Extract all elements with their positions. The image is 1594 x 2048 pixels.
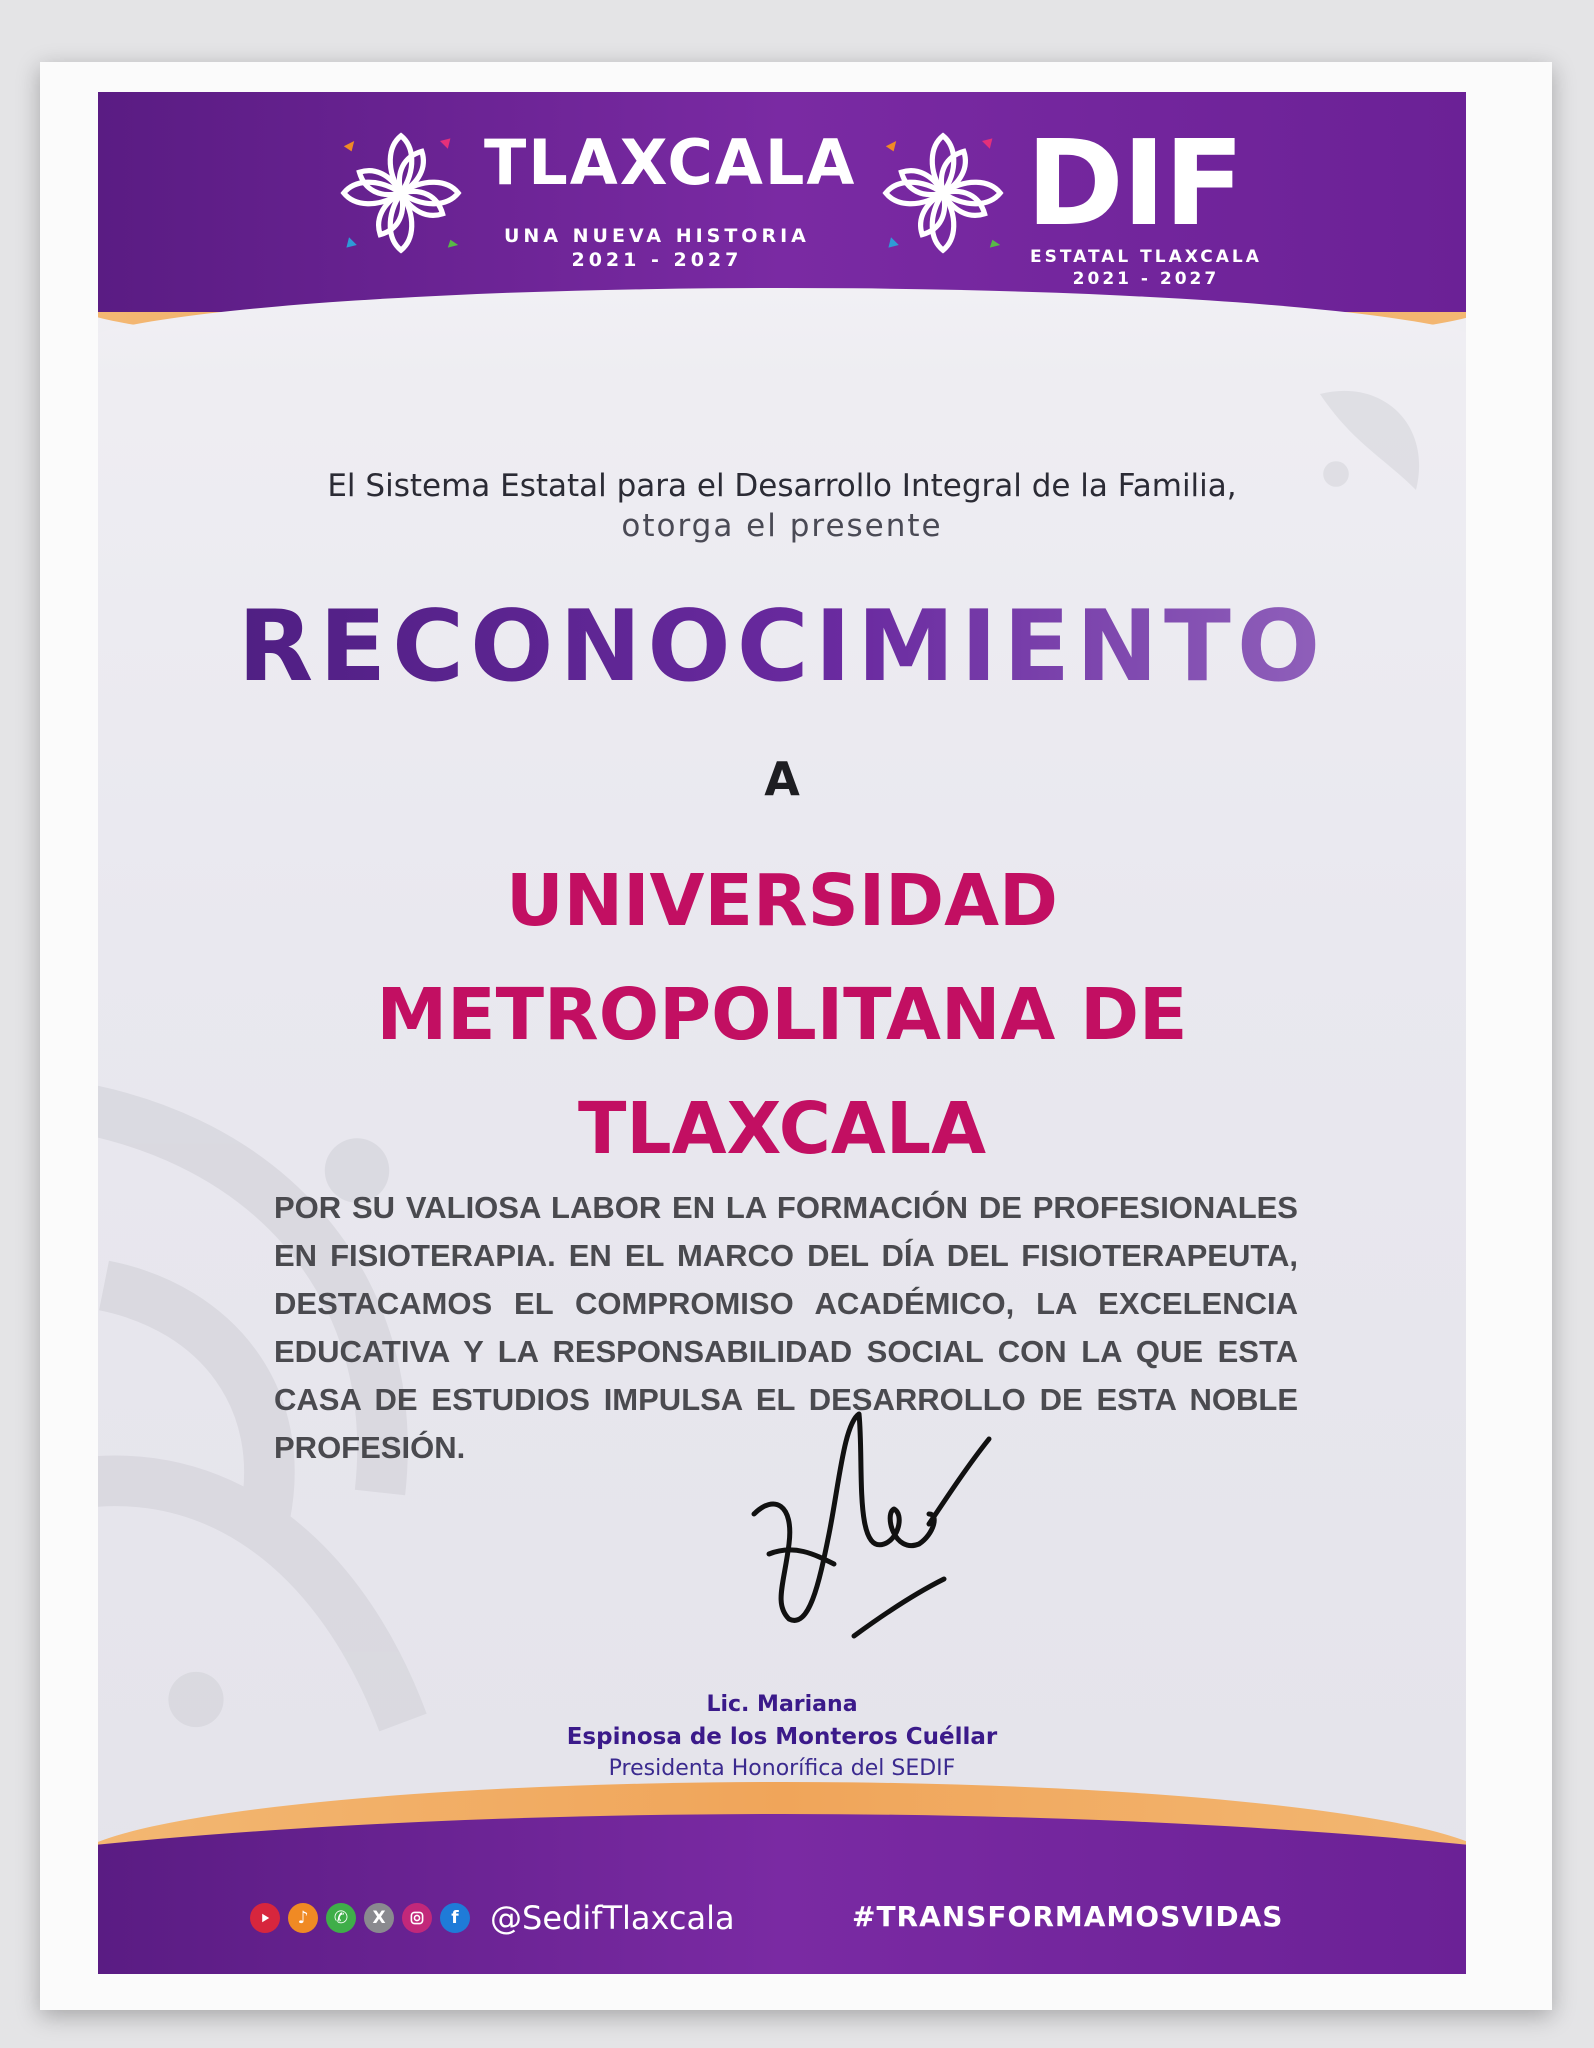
footer-band bbox=[98, 1814, 1466, 1974]
tlaxcala-wordmark: TLAXCALA bbox=[484, 126, 857, 199]
signer-position: Presidenta Honorífica del SEDIF bbox=[608, 1756, 956, 1781]
tlaxcala-tagline-text: UNA NUEVA HISTORIA bbox=[504, 225, 810, 247]
recipient-name bbox=[98, 844, 1466, 1186]
recipient-prefix: A bbox=[764, 752, 800, 806]
instagram-icon bbox=[402, 1903, 432, 1933]
certificate bbox=[98, 92, 1466, 1974]
whatsapp-icon: ✆ bbox=[326, 1903, 356, 1933]
flower-emblem-icon bbox=[878, 128, 1008, 258]
handwritten-signature bbox=[734, 1404, 1034, 1654]
dif-logo bbox=[878, 114, 1262, 292]
signer-title: Lic. Mariana bbox=[706, 1692, 858, 1717]
social-media-row bbox=[250, 1898, 735, 1938]
facebook-icon: f bbox=[440, 1903, 470, 1933]
tlaxcala-years: 2021 - 2027 bbox=[571, 249, 743, 271]
recipient-line-2: METROPOLITANA DE bbox=[376, 973, 1188, 1056]
flower-emblem-icon bbox=[336, 128, 466, 258]
tlaxcala-logo bbox=[336, 122, 857, 272]
recipient-line-3: TLAXCALA bbox=[577, 1087, 987, 1170]
x-icon: X bbox=[364, 1903, 394, 1933]
dif-years: 2021 - 2027 bbox=[1072, 269, 1220, 289]
youtube-icon bbox=[250, 1903, 280, 1933]
tiktok-icon: ♪ bbox=[288, 1903, 318, 1933]
recognition-description: POR SU VALIOSA LABOR EN LA FORMACIÓN DE PROFESIONALES EN FISIOTERAPIA. EN EL MARCO DEL DÍA DEL FISIOTERAPEUTA, DESTACAMOS EL COMPROMISO ACADÉMICO, LA EXCELENCIA EDUCATIVA Y LA RESPONSABILIDAD SOCIAL CON LA QUE ESTA CASA DE ESTUDIOS IMPULSA EL DESARROLLO DE ESTA NOBLE PROFESIÓN. bbox=[274, 1190, 1298, 1465]
signer-name: Espinosa de los Monteros Cuéllar bbox=[566, 1724, 998, 1750]
social-handle: @SedifTlaxcala bbox=[490, 1899, 735, 1937]
tlaxcala-tagline bbox=[504, 224, 810, 272]
dif-tagline bbox=[1030, 246, 1262, 290]
dif-wordmark: DIF bbox=[1026, 114, 1243, 252]
intro-line-1: El Sistema Estatal para el Desarrollo Integral de la Familia, bbox=[327, 468, 1237, 504]
intro-line-2: otorga el presente bbox=[621, 508, 943, 544]
campaign-hashtag: #TRANSFORMAMOSVIDAS bbox=[852, 1900, 1284, 1933]
dif-tagline-text: ESTATAL TLAXCALA bbox=[1030, 247, 1262, 267]
certificate-title: RECONOCIMIENTO bbox=[98, 590, 1466, 704]
recipient-line-1: UNIVERSIDAD bbox=[506, 859, 1058, 942]
